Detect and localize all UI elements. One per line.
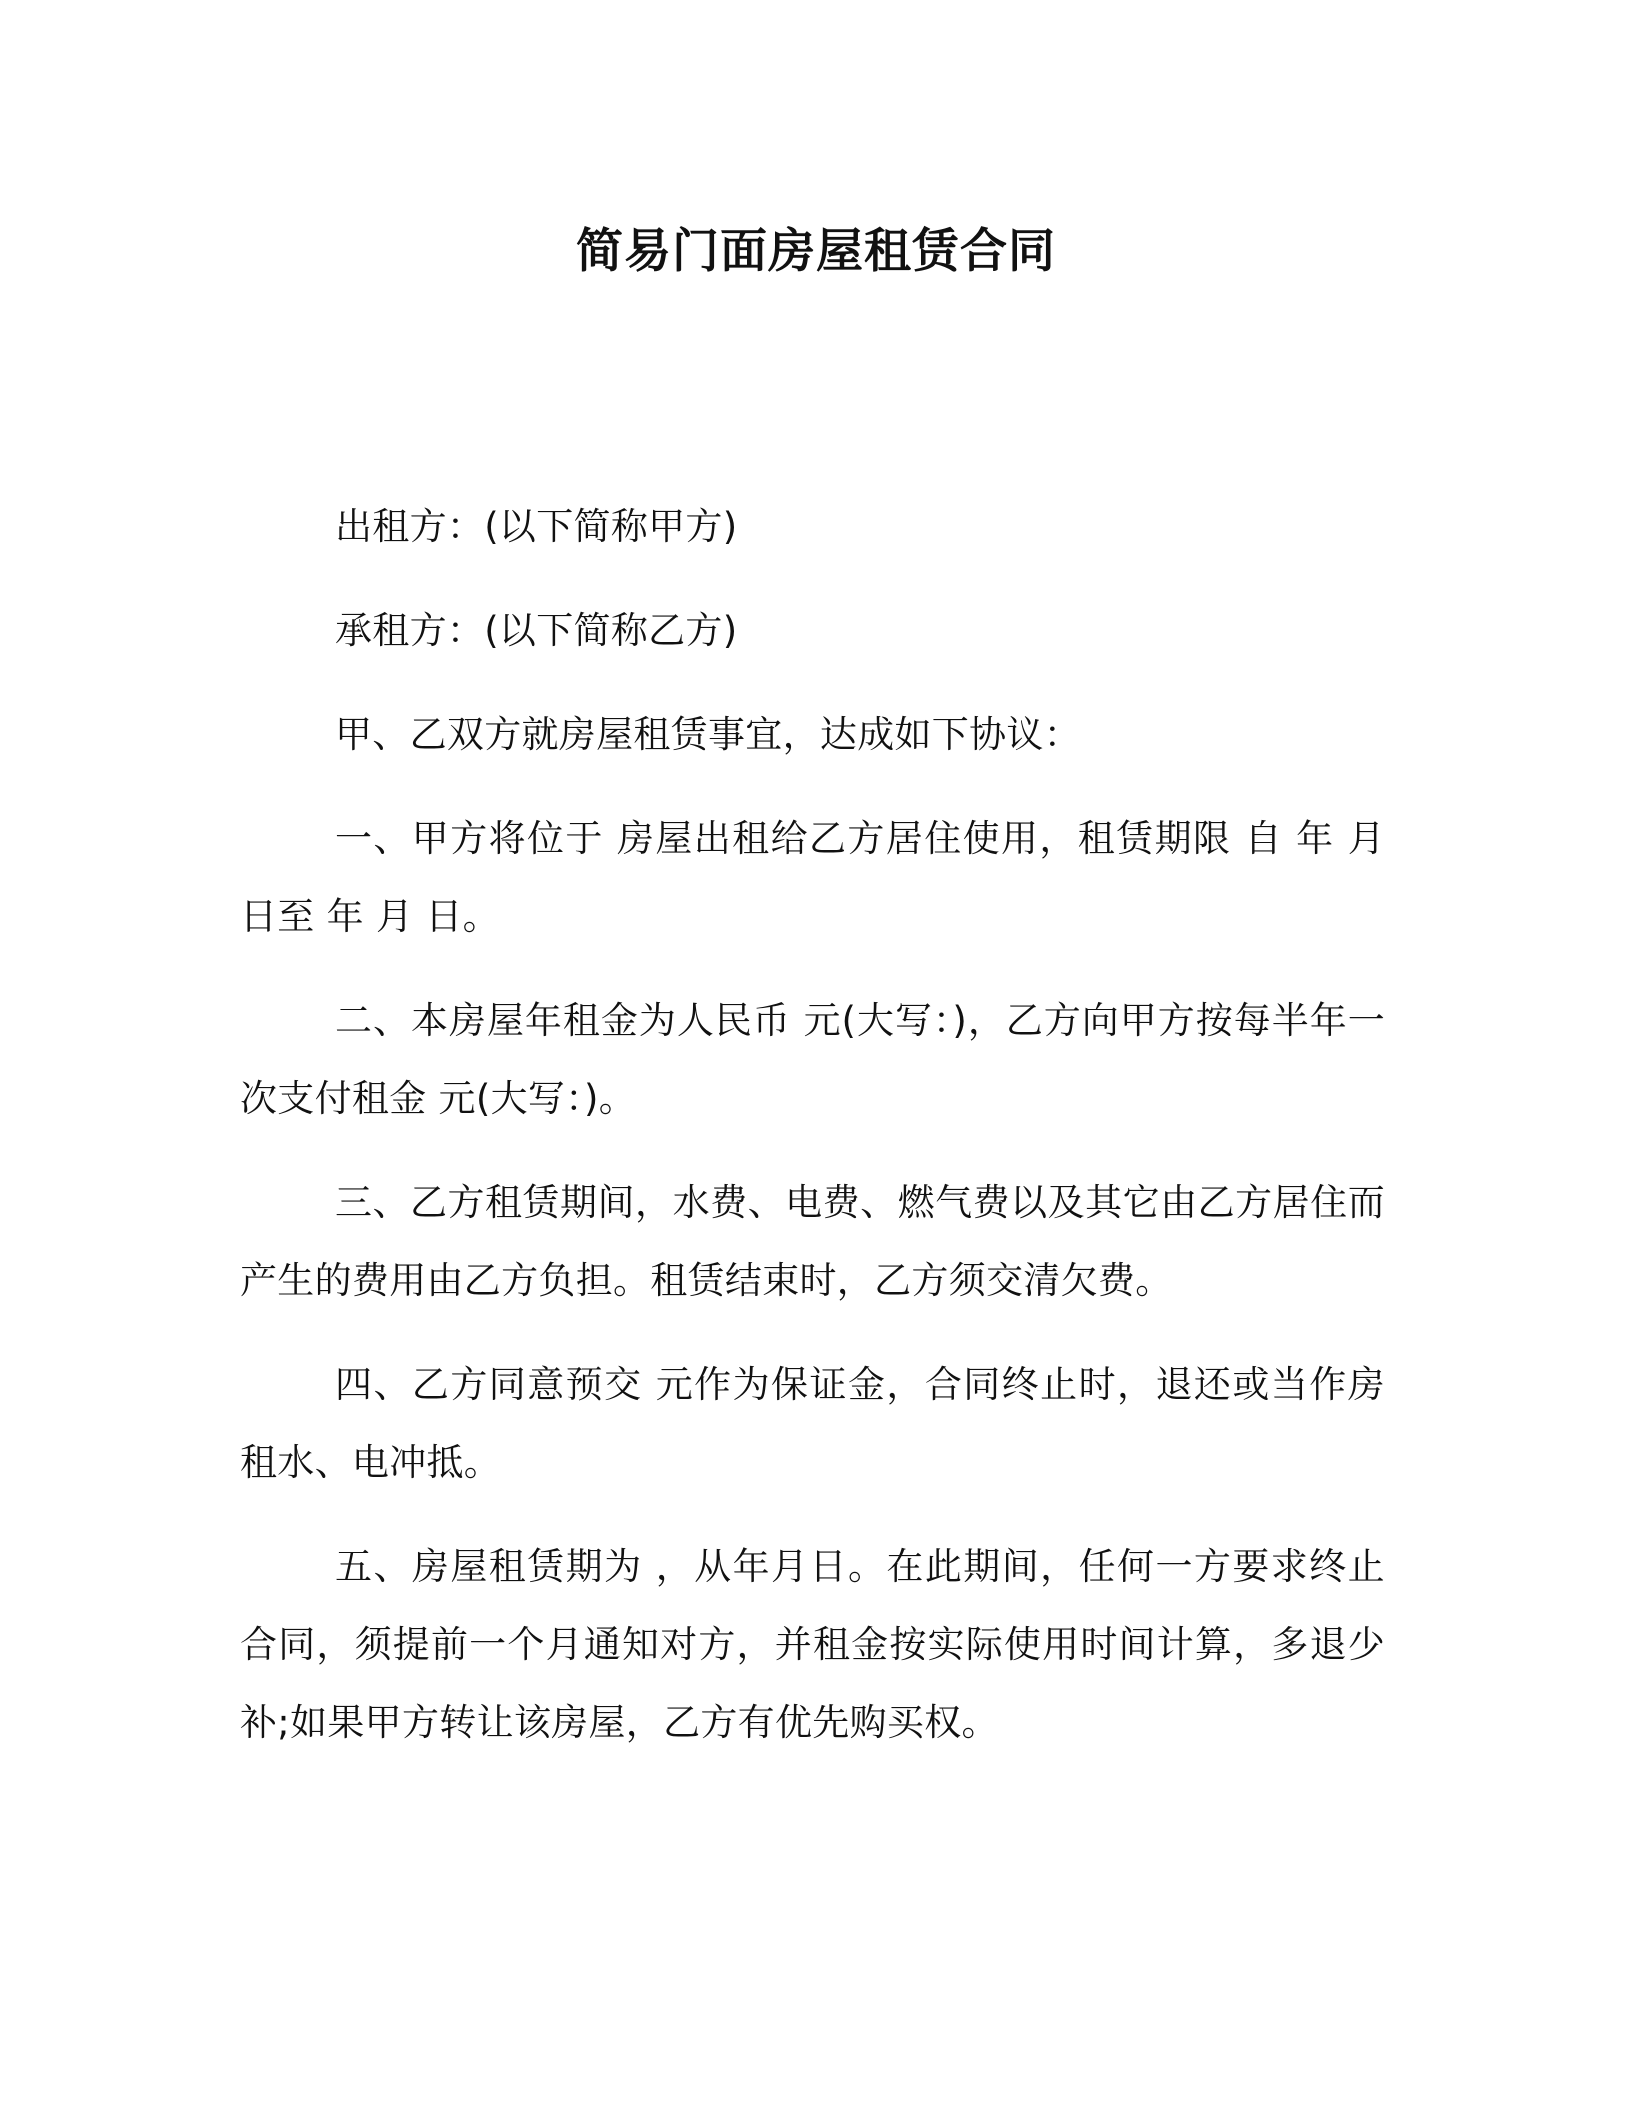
document-body xyxy=(240,488,1385,1788)
paragraph-clause-5: 五、房屋租赁期为 ，从年月日。在此期间，任何一方要求终止合同，须提前一个月通知对方，并租金按实际使用时间计算，多退少补;如果甲方转让该房屋，乙方有优先购买权。 xyxy=(240,1545,1385,1744)
paragraph-clause-1: 一、甲方将位于 房屋出租给乙方居住使用，租赁期限 自 年 月 日至 年 月 日。 xyxy=(240,817,1385,938)
paragraph-lessor: 出租方：(以下简称甲方) xyxy=(335,505,738,548)
paragraph-clause-2: 二、本房屋年租金为人民币 元(大写：)，乙方向甲方按每半年一次支付租金 元(大写：)。 xyxy=(240,999,1385,1120)
paragraph-clause-4: 四、乙方同意预交 元作为保证金，合同终止时，退还或当作房租水、电冲抵。 xyxy=(240,1363,1385,1484)
paragraph-lessee: 承租方：(以下简称乙方) xyxy=(335,609,738,652)
document-title: 简易门面房屋租赁合同 xyxy=(576,224,1056,279)
paragraph-clause-3: 三、乙方租赁期间，水费、电费、燃气费以及其它由乙方居住而产生的费用由乙方负担。租赁结束时，乙方须交清欠费。 xyxy=(240,1181,1385,1302)
paragraph-agreement-intro: 甲、乙双方就房屋租赁事宜，达成如下协议： xyxy=(335,713,1081,756)
